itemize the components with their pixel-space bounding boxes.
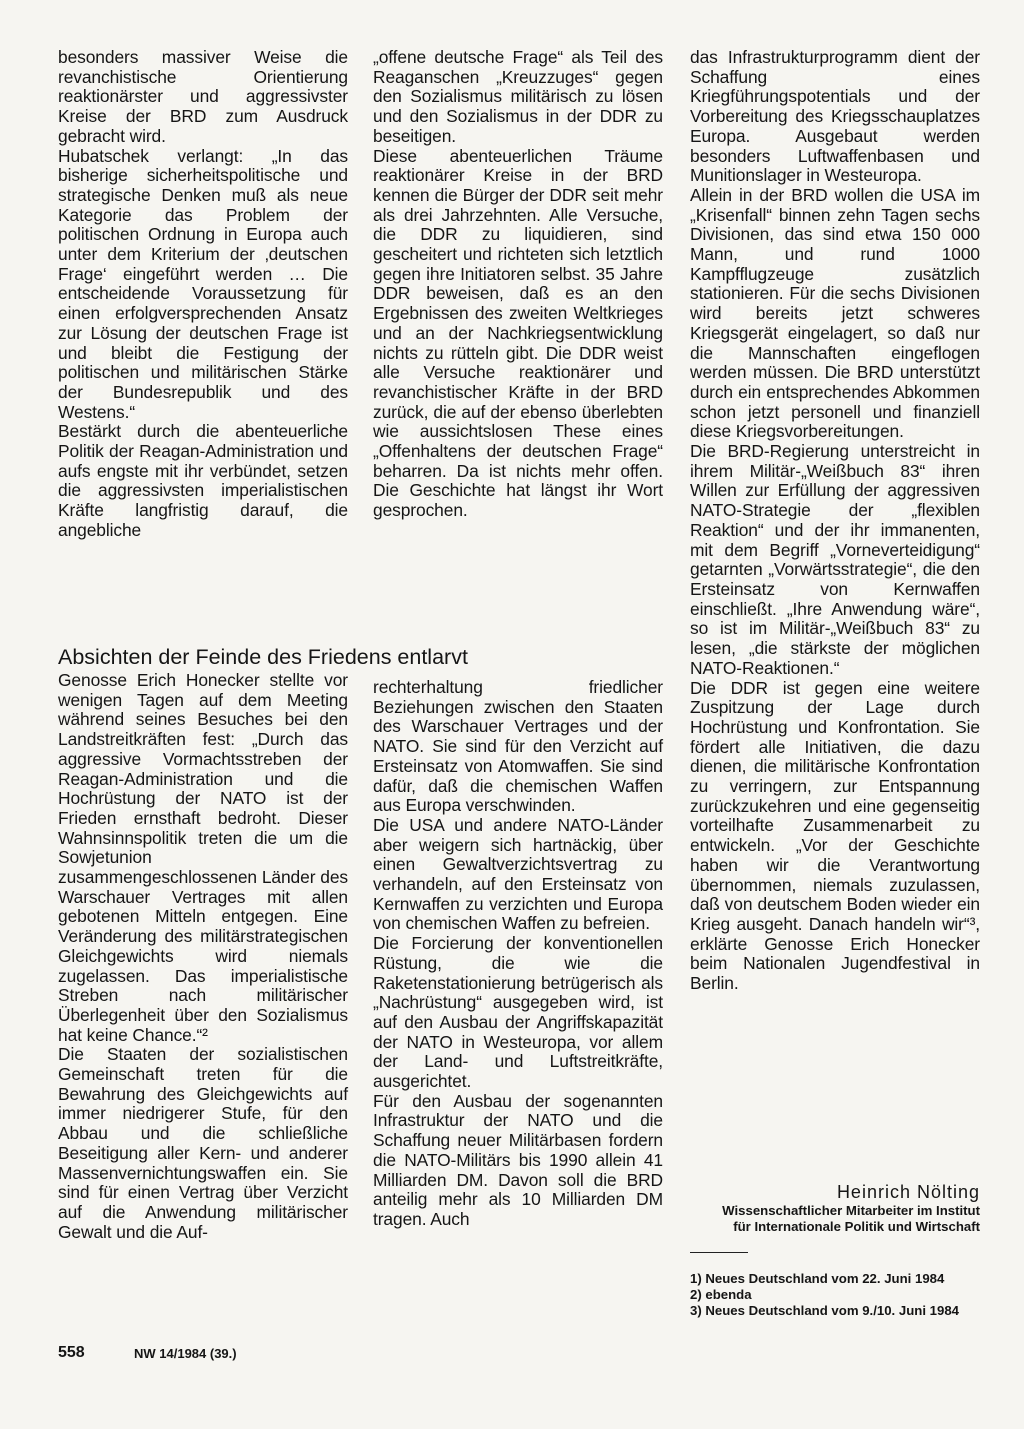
paragraph: Die Staaten der sozialistischen Gemeinschaft treten für die Bewahrung des Gleichgewichts auf immer niedrigerer Stufe, für den Abbau und die schließliche Beseitigung aller Kern- und anderer Massenvernichtungswaffen ein. Sie sind für einen Vertrag über Verzicht auf die Anwendung militärischer Gewalt und die Auf- [58, 1044, 348, 1242]
article-column-2-bottom [373, 678, 663, 1230]
paragraph: Genosse Erich Honecker stellte vor wenigen Tagen auf dem Meeting während seines Besuches bei den Landstreitkräften fest: „Durch das aggressive Vormachtsstreben der Reagan-Administration und die Hochrüstung der NATO ist der Frieden ernsthaft bedroht. Dieser Wahnsinnspolitik treten die um die Sowjetunion zusammengeschlossenen Länder des Warschauer Vertrages mit allen gebotenen Mitteln entgegen. Eine Veränderung des militärstrategischen Gleichgewichts wird niemals zugelassen. Das imperialistische Streben nach militärischer Überlegenheit über den Sozialismus hat keine Chance.“² [58, 670, 348, 1045]
footnote: 2) ebenda [690, 1287, 752, 1302]
paragraph: rechterhaltung friedlicher Beziehungen zwischen den Staaten des Warschauer Vertrages und der NATO. Sie sind für den Verzicht auf Ersteinsatz von Atomwaffen. Sie sind dafür, daß die chemischen Waffen aus Europa verschwinden. [373, 677, 663, 816]
paragraph: Die USA und andere NATO-Länder aber weigern sich hartnäckig, über einen Gewaltverzichtsvertrag zu verhandeln, auf den Ersteinsatz von Kernwaffen zu verzichten und Europa von chemischen Waffen zu befreien. [373, 814, 663, 934]
article-column-1-bottom [58, 671, 348, 1242]
article-column-1-top [58, 48, 348, 541]
paragraph: Die DDR ist gegen eine weitere Zuspitzung der Lage durch Hochrüstung und Konfrontation. Sie fördert alle Initiativen, die dazu dienen, die militärische Konfrontation zu verringern, zur Entspannung zurückzukehren und eine gegenseitig vorteilhafte Zusammenarbeit zu entwickeln. „Vor der Geschichte haben wir die Verantwortung übernommen, niemals zuzulassen, daß von deutschem Boden wieder ein Krieg ausgeht. Danach handeln wir“³, erklärte Genosse Erich Honecker beim Nationalen Jugendfestival in Berlin. [690, 677, 980, 994]
paragraph: „offene deutsche Frage“ als Teil des Reaganschen „Kreuzzuges“ gegen den Sozialismus militärisch zu lösen und den Sozialismus in der DDR zu beseitigen. [373, 47, 663, 146]
paragraph: besonders massiver Weise die revanchistische Orientierung reaktionärster und aggressivster Kreise der BRD zum Ausdruck gebracht wird. [58, 47, 348, 146]
author-title [690, 1203, 980, 1235]
author-name: Heinrich Nölting [836, 1182, 980, 1202]
author-title-line: Wissenschaftlicher Mitarbeiter im Institut [722, 1203, 980, 1218]
paragraph: Die BRD-Regierung unterstreicht in ihrem Militär-„Weißbuch 83“ ihren Willen zur Erfüllung der aggressiven NATO-Strategie der „flexiblen Reaktion“ und der ihr immanenten, mit dem Begriff „Vorneverteidigung“ getarnten „Vorwärtsstrategie“, die den Ersteinsatz von Kernwaffen einschließt. „Ihre Anwendung wäre“, so ist im Militär-„Weißbuch 83“ zu lesen, „die stärkste der möglichen NATO-Reaktionen.“ [690, 441, 980, 678]
paragraph: Diese abenteuerlichen Träume reaktionärer Kreise in der BRD kennen die Bürger der DDR seit mehr als drei Jahrzehnten. Alle Versuche, die DDR zu liquidieren, sind gescheitert und richteten sich letztlich gegen ihre Initiatoren selbst. 35 Jahre DDR beweisen, daß es an den Ergebnissen des zweiten Weltkrieges und an der Nachkriegsentwicklung nichts zu rütteln gibt. Die DDR weist alle Versuche reaktionärer und revanchistischer Kräfte in der BRD zurück, die auf der ebenso überlebten wie aussichtslosen These eines „Offenhaltens der deutschen Frage“ beharren. Da ist nichts mehr offen. Die Geschichte hat längst ihr Wort gesprochen. [373, 145, 663, 521]
article-column-2-top [373, 48, 663, 521]
section-heading: Absichten der Feinde des Friedens entlarvt [58, 644, 468, 669]
author-title-line: für Internationale Politik und Wirtschaft [733, 1219, 980, 1234]
paragraph: Für den Ausbau der sogenannten Infrastruktur der NATO und die Schaffung neuer Militärbasen fordern die NATO-Militärs bis 1990 allein 41 Milliarden DM. Davon soll die BRD anteilig mehr als 10 Milliarden DM tragen. Auch [373, 1090, 663, 1229]
footnote: 3) Neues Deutschland vom 9./10. Juni 1984 [690, 1303, 959, 1318]
author-signature [690, 1181, 980, 1235]
footnote: 1) Neues Deutschland vom 22. Juni 1984 [690, 1271, 945, 1286]
issue-label: NW 14/1984 (39.) [134, 1346, 237, 1361]
footnotes [690, 1271, 990, 1319]
article-column-3 [690, 48, 980, 994]
paragraph: Bestärkt durch die abenteuerliche Politik der Reagan-Administration und aufs engste mit ihr verbündet, setzen die aggressivsten imperialistischen Kräfte langfristig darauf, die angebliche [58, 421, 348, 540]
page-number: 558 [58, 1344, 85, 1361]
paragraph: Allein in der BRD wollen die USA im „Krisenfall“ binnen zehn Tagen sechs Divisionen, das sind etwa 150 000 Mann, und rund 1000 Kampfflugzeuge zusätzlich stationieren. Für die sechs Divisionen wird bereits jetzt schweres Kriegsgerät eingelagert, so daß nur die Mannschaften eingeflogen werden müssen. Die BRD unterstützt durch ein entsprechendes Abkommen schon jetzt personell und finanziell diese Kriegsvorbereitungen. [690, 184, 980, 442]
paragraph: das Infrastrukturprogramm dient der Schaffung eines Kriegführungspotentials und der Vorbereitung des Kriegsschauplatzes Europa. Ausgebaut werden besonders Luftwaffenbasen und Munitionslager in Westeuropa. [690, 47, 980, 186]
paragraph: Die Forcierung der konventionellen Rüstung, die wie die Raketenstationierung betrügerisch als „Nachrüstung“ ausgegeben wird, ist auf den Ausbau der Angriffskapazität der NATO in Westeuropa, vor allem der Land- und Luftstreitkräfte, ausgerichtet. [373, 933, 663, 1092]
footnote-divider [690, 1252, 748, 1253]
paragraph: Hubatschek verlangt: „In das bisherige sicherheitspolitische und strategische Denken muß als neue Kategorie das Problem der politischen Ordnung in Europa auch unter dem Kriterium der ‚deutschen Frage‘ eingeführt werden … Die entscheidende Voraussetzung für einen erfolgversprechenden Ansatz zur Lösung der deutschen Frage ist und bleibt die Festigung der politischen und militärischen Stärke der Bundesrepublik und des Westens.“ [58, 145, 348, 422]
